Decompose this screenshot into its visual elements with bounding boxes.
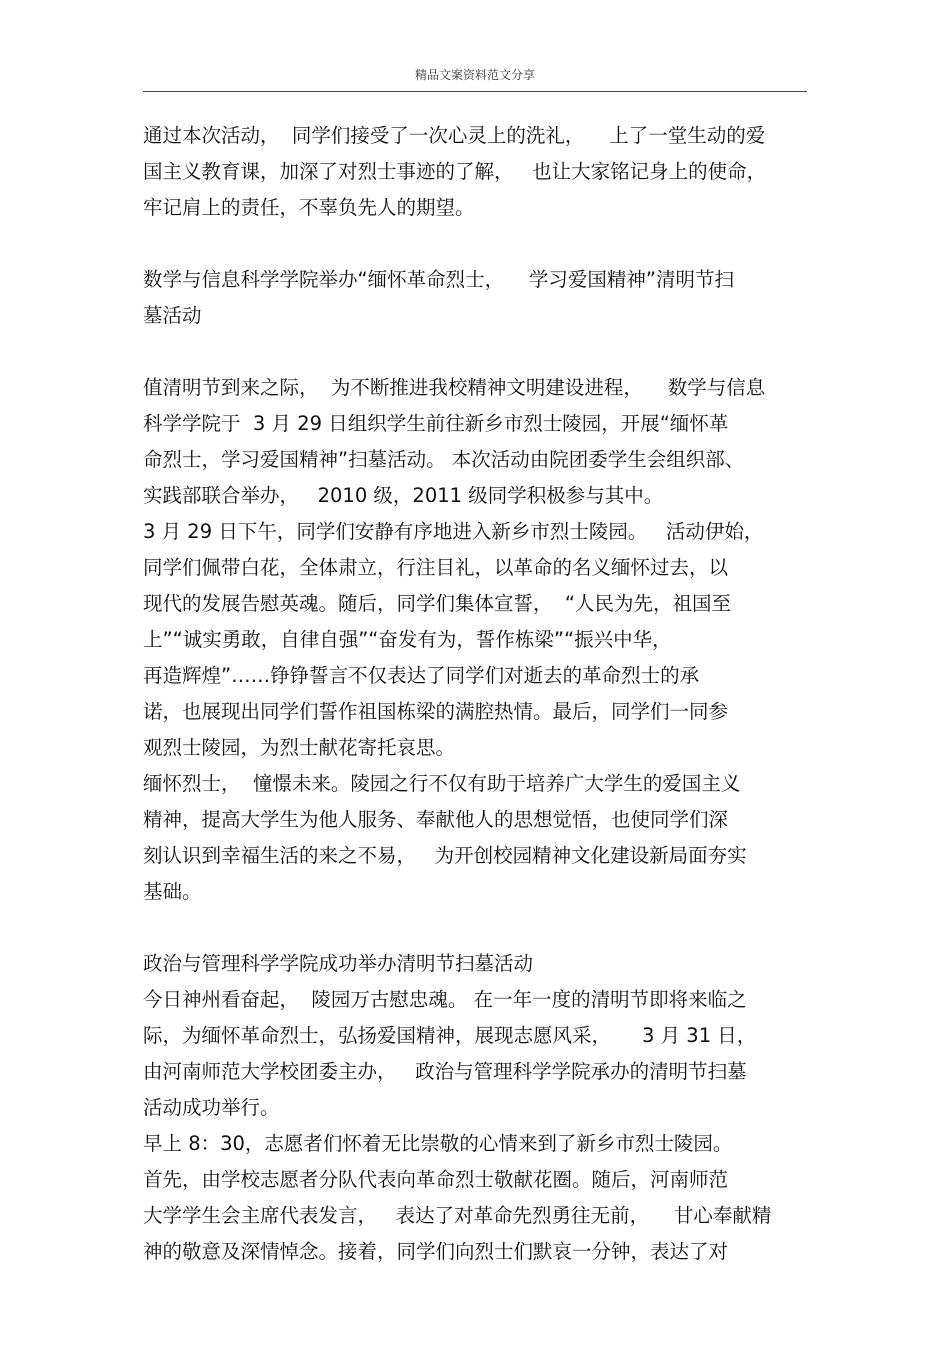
page-header: 精品文案资料范文分享	[414, 68, 535, 82]
text-line: 首先，由学校志愿者分队代表向革命烈士敬献花圈。随后，河南师范	[143, 1168, 729, 1191]
text-line: 神的敬意及深情悼念。接着，同学们向烈士们默哀一分钟，表达了对	[143, 1240, 729, 1263]
paragraph-math-3	[143, 766, 807, 910]
paragraph-politics-2	[143, 1126, 807, 1270]
text-line: 精神，提高大学生为他人服务、奉献他人的思想觉悟，也使同学们深	[143, 808, 729, 831]
text-line: 同学们佩带白花，全体肃立，行注目礼，以革命的名义缅怀过去，以	[143, 556, 729, 579]
paragraph-gap	[143, 226, 807, 262]
text-line: 际，为缅怀革命烈士，弘扬爱国精神，展现志愿风采， 3 月 31 日，	[143, 1024, 757, 1047]
text-line: 观烈士陵园，为烈士献花寄托哀思。	[143, 736, 456, 759]
text-line: 上”“诚实勇敢，自律自强”“奋发有为，誓作栋梁”“振兴中华，	[143, 628, 672, 651]
paragraph-politics-1	[143, 982, 807, 1126]
paragraph-intro-conclusion	[143, 118, 807, 226]
text-line: 现代的发展告慰英魂。随后，同学们集体宣誓， “人民为先，祖国至	[143, 592, 731, 615]
text-line: 由河南师范大学校团委主办， 政治与管理科学学院承办的清明节扫墓	[143, 1060, 747, 1083]
text-line: 3 月 29 日下午，同学们安静有序地进入新乡市烈士陵园。 活动伊始，	[143, 520, 764, 543]
paragraph-gap	[143, 910, 807, 946]
paragraph-math-2	[143, 514, 807, 766]
text-line: 实践部联合举办， 2010 级，2011 级同学积极参与其中。	[143, 484, 664, 507]
section-title-politics	[143, 946, 807, 982]
text-line: 诺，也展现出同学们誓作祖国栋梁的满腔热情。最后，同学们一同参	[143, 700, 729, 723]
text-line: 活动成功举行。	[143, 1096, 280, 1119]
text-line: 缅怀烈士， 憧憬未来。陵园之行不仅有助于培养广大学生的爱国主义	[143, 772, 741, 795]
text-line: 通过本次活动， 同学们接受了一次心灵上的洗礼， 上了一堂生动的爱	[143, 124, 766, 147]
text-line: 今日神州看奋起， 陵园万古慰忠魂。 在一年一度的清明节即将来临之	[143, 988, 747, 1011]
paragraph-gap	[143, 334, 807, 370]
text-line: 政治与管理科学学院成功举办清明节扫墓活动	[143, 952, 534, 975]
text-line: 基础。	[143, 880, 202, 903]
text-line: 早上 8：30，志愿者们怀着无比崇敬的心情来到了新乡市烈士陵园。	[143, 1132, 733, 1155]
text-line: 再造辉煌”……铮铮誓言不仅表达了同学们对逝去的革命烈士的承	[143, 664, 700, 687]
text-line: 科学学院于 3 月 29 日组织学生前往新乡市烈士陵园，开展“缅怀革	[143, 412, 729, 435]
header-divider	[143, 91, 807, 92]
text-line: 国主义教育课，加深了对烈士事迹的了解， 也让大家铭记身上的使命，	[143, 160, 767, 183]
text-line: 刻认识到幸福生活的来之不易， 为开创校园精神文化建设新局面夯实	[143, 844, 747, 867]
text-line: 牢记肩上的责任，不辜负先人的期望。	[143, 196, 475, 219]
paragraph-math-1	[143, 370, 807, 514]
text-line: 数学与信息科学学院举办“缅怀革命烈士， 学习爱国精神”清明节扫	[143, 268, 734, 291]
text-line: 大学学生会主席代表发言， 表达了对革命先烈勇往无前， 甘心奉献精	[143, 1204, 772, 1227]
text-line: 墓活动	[143, 304, 202, 327]
document-body	[143, 118, 807, 1270]
text-line: 值清明节到来之际， 为不断推进我校精神文明建设进程， 数学与信息	[143, 376, 766, 399]
text-line: 命烈士，学习爱国精神”扫墓活动。 本次活动由院团委学生会组织部、	[143, 448, 745, 471]
section-title-math	[143, 262, 807, 334]
